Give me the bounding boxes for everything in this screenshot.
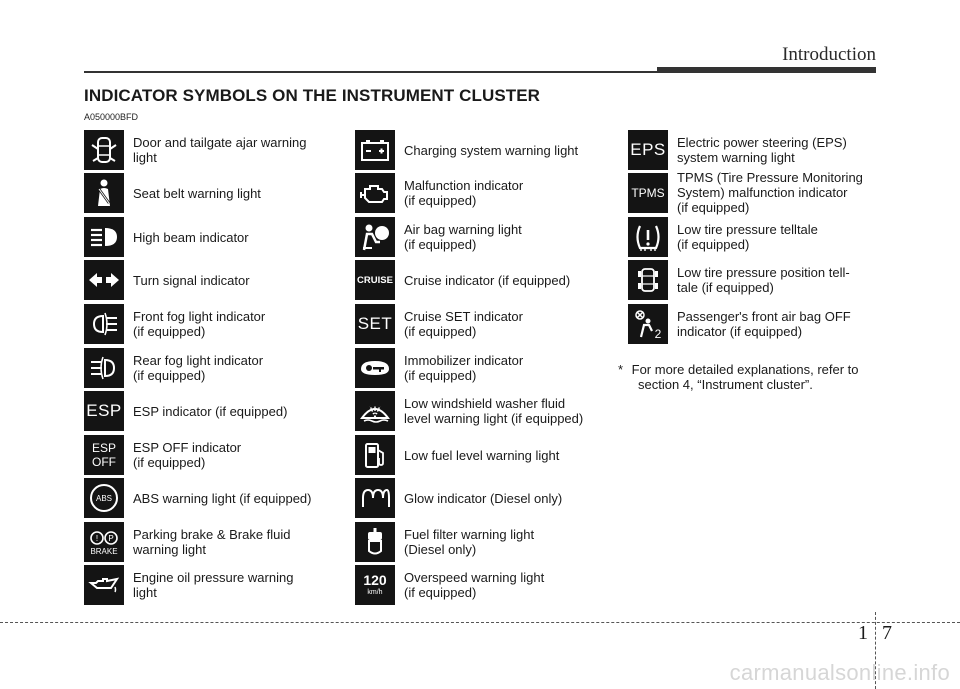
footer-rule — [0, 622, 960, 623]
indicator-item — [84, 565, 342, 605]
indicator-item — [84, 478, 342, 518]
esp-off-icon-text-2: OFF — [91, 455, 116, 469]
tire-position-icon — [628, 260, 668, 300]
indicator-item — [628, 170, 878, 214]
indicator-item — [84, 435, 342, 475]
indicator-label: Low windshield washer fluid level warning light (if equipped) — [404, 396, 584, 426]
svg-text:2: 2 — [654, 327, 662, 341]
indicator-label: Electric power steering (EPS) system warning light — [677, 135, 847, 165]
page-number: 7 — [882, 622, 892, 644]
indicator-item — [355, 260, 615, 300]
indicator-label: Malfunction indicator (if equipped) — [404, 178, 524, 208]
indicator-item — [628, 304, 878, 344]
indicator-label: Immobilizer indicator (if equipped) — [404, 353, 524, 383]
front-fog-icon — [84, 304, 124, 344]
oil-pressure-icon — [84, 565, 124, 605]
cruise-set-icon — [355, 304, 395, 344]
indicator-label: Charging system warning light — [404, 142, 579, 158]
indicator-item — [84, 173, 342, 213]
indicator-item — [84, 391, 342, 431]
brake-icon — [84, 522, 124, 562]
cruise-icon — [355, 260, 395, 300]
footnote — [618, 362, 880, 392]
esp-icon-text: ESP — [86, 401, 122, 420]
indicator-item — [355, 217, 615, 257]
footnote-line-2: section 4, “Instrument cluster”. — [638, 377, 813, 392]
indicator-item — [355, 565, 615, 605]
indicator-label: ABS warning light (if equipped) — [133, 490, 312, 506]
indicator-item — [84, 260, 342, 300]
indicator-item — [84, 522, 342, 562]
indicator-label: Passenger's front air bag OFF indicator (if equipped) — [677, 309, 851, 339]
cruise-icon-text: CRUISE — [357, 274, 393, 286]
esp-off-icon-text-1: ESP — [91, 441, 116, 455]
indicator-label: Turn signal indicator — [133, 272, 250, 288]
overspeed-icon-text-1: 120 — [363, 572, 387, 588]
indicator-item — [628, 260, 878, 300]
low-tire-pressure-icon — [628, 217, 668, 257]
indicator-item — [355, 130, 615, 170]
indicator-label: Engine oil pressure warning light — [133, 570, 294, 600]
tpms-icon — [628, 173, 668, 213]
indicator-label: Cruise indicator (if equipped) — [404, 272, 571, 288]
indicator-item — [355, 391, 615, 431]
seat-belt-icon — [84, 173, 124, 213]
indicator-label: Air bag warning light (if equipped) — [404, 222, 522, 252]
indicator-item — [355, 478, 615, 518]
indicator-label: Door and tailgate ajar warning light — [133, 135, 307, 165]
high-beam-icon — [84, 217, 124, 257]
fuel-icon — [355, 435, 395, 475]
indicator-item — [628, 217, 878, 257]
indicator-item — [84, 217, 342, 257]
cruise-set-icon-text: SET — [357, 314, 393, 333]
esp-icon — [84, 391, 124, 431]
washer-fluid-icon — [355, 391, 395, 431]
indicator-item — [355, 304, 615, 344]
abs-icon — [84, 478, 124, 518]
indicator-label: ESP OFF indicator (if equipped) — [133, 440, 242, 470]
document-code: A050000BFD — [84, 112, 139, 122]
indicator-label: Low tire pressure telltale (if equipped) — [677, 222, 818, 252]
esp-off-icon — [84, 435, 124, 475]
engine-malfunction-icon — [355, 173, 395, 213]
indicator-item — [355, 435, 615, 475]
svg-text:!: ! — [95, 533, 99, 543]
indicator-label: TPMS (Tire Pressure Monitoring System) malfunction indicator (if equipped) — [677, 169, 863, 215]
turn-signal-icon — [84, 260, 124, 300]
indicator-label: Parking brake & Brake fluid warning light — [133, 527, 291, 557]
fuel-filter-icon — [355, 522, 395, 562]
indicator-item — [355, 173, 615, 213]
indicator-label: Rear fog light indicator (if equipped) — [133, 353, 264, 383]
indicator-item — [84, 348, 342, 388]
indicator-item — [628, 130, 878, 170]
battery-icon — [355, 130, 395, 170]
header-title: Introduction — [782, 44, 876, 65]
watermark: carmanualsonline.info — [729, 660, 950, 685]
indicator-label: Seat belt warning light — [133, 185, 261, 201]
indicator-label: Low tire pressure position tell- tale (if equipped) — [677, 265, 850, 295]
footnote-line-1: For more detailed explanations, refer to — [631, 362, 859, 377]
indicator-label: Glow indicator (Diesel only) — [404, 490, 563, 506]
indicator-label: High beam indicator — [133, 229, 249, 245]
svg-text:P: P — [108, 533, 114, 543]
tpms-icon-text: TPMS — [631, 186, 665, 200]
eps-icon-text: EPS — [630, 140, 666, 159]
eps-icon — [628, 130, 668, 170]
abs-icon-text: ABS — [95, 493, 112, 503]
overspeed-icon-text-2: km/h — [367, 589, 383, 596]
header-rule — [84, 71, 876, 73]
indicator-item — [84, 304, 342, 344]
indicator-item — [84, 130, 342, 170]
passenger-airbag-off-icon — [628, 304, 668, 344]
immobilizer-icon — [355, 348, 395, 388]
indicator-label: Cruise SET indicator (if equipped) — [404, 309, 523, 339]
indicator-label: Overspeed warning light (if equipped) — [404, 570, 545, 600]
brake-icon-text: BRAKE — [90, 546, 118, 556]
indicator-label: ESP indicator (if equipped) — [133, 403, 288, 419]
door-ajar-icon — [84, 130, 124, 170]
indicator-item — [355, 348, 615, 388]
indicator-label: Front fog light indicator (if equipped) — [133, 309, 266, 339]
chapter-number: 1 — [858, 622, 868, 644]
indicator-label: Fuel filter warning light (Diesel only) — [404, 527, 535, 557]
glow-plug-icon — [355, 478, 395, 518]
indicator-label: Low fuel level warning light — [404, 447, 560, 463]
overspeed-icon — [355, 565, 395, 605]
rear-fog-icon — [84, 348, 124, 388]
airbag-icon — [355, 217, 395, 257]
footnote-star: * — [618, 362, 624, 377]
indicator-item — [355, 522, 615, 562]
section-title: INDICATOR SYMBOLS ON THE INSTRUMENT CLUSTER — [84, 86, 541, 105]
